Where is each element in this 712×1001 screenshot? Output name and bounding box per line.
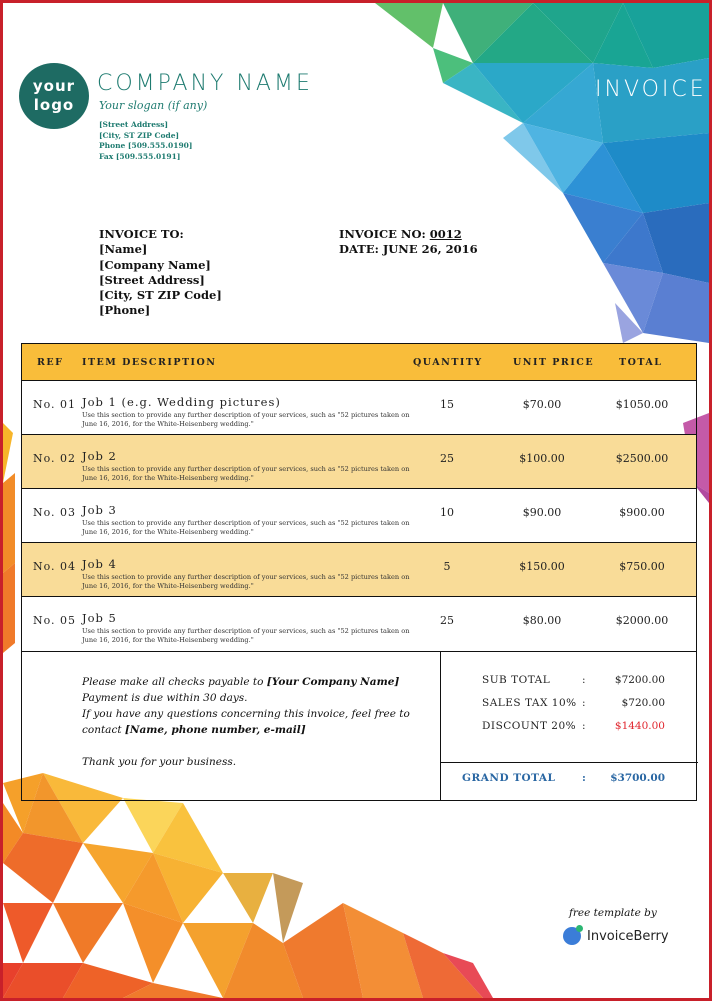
row-total: $900.00 [619, 506, 665, 519]
row-ref: No. 01 [33, 398, 77, 411]
discount-value: $1440.00 [614, 720, 665, 732]
subtotal-colon: : [582, 674, 586, 686]
row-ref: No. 02 [33, 452, 77, 465]
row-description: Use this section to provide any further description of your services, such as "52 pictures taken on June 16, 2016, for the White-Heisenberg wedding." [82, 519, 410, 536]
row-unit-price: $80.00 [522, 614, 562, 627]
row-quantity: 25 [440, 614, 454, 627]
header-total: TOTAL [619, 356, 663, 368]
grand-total-label: GRAND TOTAL [462, 772, 556, 784]
row-description: Use this section to provide any further description of your services, such as "52 pictures taken on June 16, 2016, for the White-Heisenberg wedding." [82, 573, 410, 590]
bill-to-label: INVOICE TO: [99, 227, 184, 241]
row-total: $750.00 [619, 560, 665, 573]
grand-total-colon: : [582, 772, 586, 784]
row-unit-price: $100.00 [519, 452, 565, 465]
bill-to-street: [Street Address] [99, 272, 205, 287]
row-job: Job 1 (e.g. Wedding pictures) [82, 395, 281, 409]
notes-contact-text: contact [82, 724, 125, 736]
row-total: $2500.00 [615, 452, 669, 465]
brand-name: InvoiceBerry [587, 928, 669, 944]
row-quantity: 15 [440, 398, 454, 411]
row-total: $1050.00 [615, 398, 669, 411]
discount-label: DISCOUNT 20% [482, 720, 577, 732]
company-address [99, 120, 192, 162]
table-row [22, 543, 696, 597]
row-unit-price: $90.00 [522, 506, 562, 519]
address-street: [Street Address] [99, 120, 169, 129]
row-ref: No. 05 [33, 614, 77, 627]
invoiceberry-brand[interactable] [563, 927, 669, 945]
row-description: Use this section to provide any further description of your services, such as "52 pictures taken on June 16, 2016, for the White-Heisenberg wedding." [82, 465, 410, 482]
table-row [22, 489, 696, 543]
bill-to-city: [City, ST ZIP Code] [99, 288, 222, 303]
row-total: $2000.00 [615, 614, 669, 627]
grand-total-divider [440, 762, 698, 763]
free-template-credit: free template by [569, 907, 657, 919]
header-ref: REF [37, 356, 64, 368]
company-name: COMPANY NAME [97, 71, 313, 96]
logo-line-1: your [32, 77, 76, 95]
items-table [21, 343, 697, 652]
row-ref: No. 04 [33, 560, 77, 573]
thank-you-note: Thank you for your business. [82, 756, 237, 768]
table-row [22, 597, 696, 651]
row-quantity: 5 [443, 560, 451, 573]
footer-divider [440, 652, 441, 800]
invoice-number [339, 227, 478, 242]
notes-company-placeholder: [Your Company Name] [266, 676, 400, 688]
row-unit-price: $150.00 [519, 560, 565, 573]
notes-line-1 [82, 674, 410, 690]
row-quantity: 25 [440, 452, 454, 465]
notes-line-3: If you have any questions concerning this invoice, feel free to [82, 708, 410, 720]
notes-line-2: Payment is due within 30 days. [82, 692, 248, 704]
invoice-title: INVOICE [595, 77, 707, 102]
invoice-number-label: INVOICE NO: [339, 227, 430, 241]
discount-colon: : [582, 720, 586, 732]
notes-line-4 [82, 722, 410, 738]
address-fax: Fax [509.555.0191] [99, 151, 181, 161]
table-row [22, 381, 696, 435]
sales-tax-colon: : [582, 697, 586, 709]
row-description: Use this section to provide any further description of your services, such as "52 pictures taken on June 16, 2016, for the White-Heisenberg wedding." [82, 411, 410, 428]
logo-line-2: logo [33, 96, 75, 114]
row-job: Job 4 [82, 557, 117, 571]
grand-total-value: $3700.00 [610, 772, 665, 784]
company-slogan: Your slogan (if any) [99, 99, 208, 112]
invoiceberry-logo-icon [563, 927, 581, 945]
row-job: Job 2 [82, 449, 117, 463]
payment-notes [82, 674, 410, 738]
bill-to-block [99, 227, 222, 319]
bill-to-company: [Company Name] [99, 257, 211, 272]
header-description: ITEM DESCRIPTION [82, 356, 217, 368]
invoice-number-value: 0012 [429, 227, 462, 241]
sales-tax-value: $720.00 [621, 697, 665, 709]
row-unit-price: $70.00 [522, 398, 562, 411]
row-description: Use this section to provide any further description of your services, such as "52 pictures taken on June 16, 2016, for the White-Heisenberg wedding." [82, 627, 410, 644]
company-logo [19, 63, 89, 129]
subtotal-value: $7200.00 [614, 674, 665, 686]
notes-payable-text: Please make all checks payable to [82, 676, 267, 688]
header-unit-price: UNIT PRICE [513, 356, 595, 368]
subtotal-label: SUB TOTAL [482, 674, 551, 686]
totals-footer [21, 651, 697, 801]
header-quantity: QUANTITY [413, 356, 483, 368]
row-job: Job 3 [82, 503, 117, 517]
bill-to-name: [Name] [99, 242, 148, 257]
sales-tax-label: SALES TAX 10% [482, 697, 577, 709]
row-quantity: 10 [440, 506, 454, 519]
address-city: [City, ST ZIP Code] [99, 130, 180, 140]
address-phone: Phone [509.555.0190] [99, 141, 193, 150]
bill-to-phone: [Phone] [99, 303, 151, 318]
row-job: Job 5 [82, 611, 117, 625]
row-ref: No. 03 [33, 506, 77, 519]
table-row [22, 435, 696, 489]
invoice-date: DATE: JUNE 26, 2016 [339, 242, 478, 257]
table-header [22, 344, 696, 381]
invoice-meta [339, 227, 478, 258]
notes-contact-placeholder: [Name, phone number, e-mail] [124, 724, 306, 736]
